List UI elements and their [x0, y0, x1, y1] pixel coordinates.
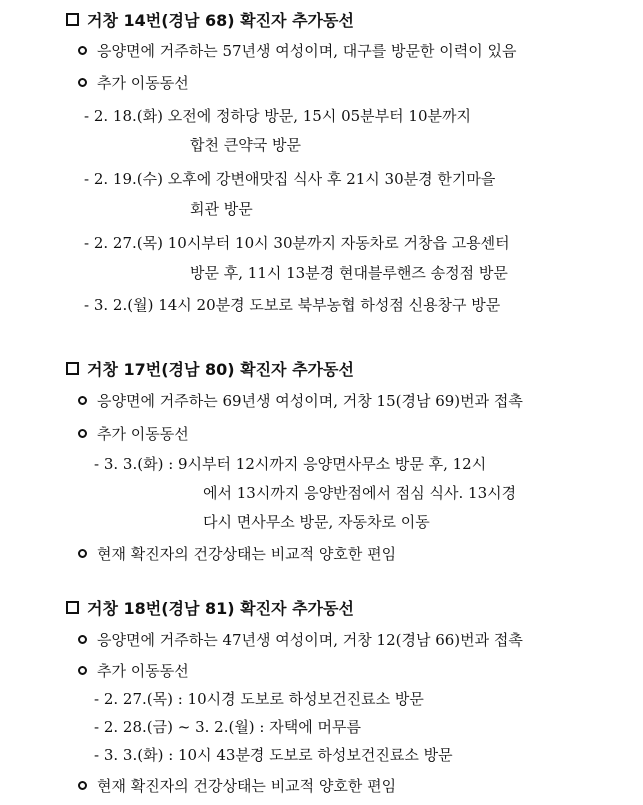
section-heading: [66, 596, 354, 619]
bullet-item: [78, 629, 523, 650]
movement-line: 합천 큰약국 방문: [190, 136, 301, 154]
bullet-text: 현재 확진자의 건강상태는 비교적 양호한 편임: [97, 545, 397, 563]
bullet-item: [78, 660, 189, 681]
movement-line: - 2. 27.(목) : 10시경 도보로 하성보건진료소 방문: [94, 690, 424, 708]
movement-line: 에서 13시까지 응양반점에서 점심 식사. 13시경: [203, 484, 517, 502]
circle-bullet-icon: [78, 635, 87, 644]
bullet-item: [78, 72, 189, 93]
movement-line: - 2. 19.(수) 오후에 강변애맛집 식사 후 21시 30분경 한기마을: [84, 170, 496, 188]
circle-bullet-icon: [78, 396, 87, 405]
bullet-text: 추가 이동동선: [97, 662, 189, 680]
circle-bullet-icon: [78, 46, 87, 55]
bullet-text: 추가 이동동선: [97, 425, 189, 443]
circle-bullet-icon: [78, 781, 87, 790]
bullet-item: [78, 775, 396, 796]
movement-line: - 2. 27.(목) 10시부터 10시 30분까지 자동차로 거창읍 고용센터: [84, 234, 510, 252]
movement-line: 방문 후, 11시 13분경 현대블루핸즈 송정점 방문: [190, 264, 508, 282]
movement-line: - 3. 3.(화) : 9시부터 12시까지 응양면사무소 방문 후, 12시: [94, 455, 487, 473]
bullet-text: 응양면에 거주하는 69년생 여성이며, 거창 15(경남 69)번과 접촉: [97, 392, 523, 410]
bullet-item: [78, 543, 396, 564]
bullet-item: [78, 423, 189, 444]
bullet-text: 응양면에 거주하는 47년생 여성이며, 거창 12(경남 66)번과 접촉: [97, 631, 523, 649]
checkbox-square-icon: [66, 601, 79, 614]
bullet-text: 추가 이동동선: [97, 74, 189, 92]
circle-bullet-icon: [78, 429, 87, 438]
section-heading-text: 거창 17번(경남 80) 확진자 추가동선: [87, 360, 354, 379]
movement-line: 회관 방문: [190, 200, 253, 218]
movement-line: - 3. 2.(월) 14시 20분경 도보로 북부농협 하성점 신용창구 방문: [84, 296, 501, 314]
circle-bullet-icon: [78, 78, 87, 87]
section-heading: [66, 357, 354, 380]
bullet-item: [78, 390, 523, 411]
checkbox-square-icon: [66, 362, 79, 375]
movement-line: - 2. 18.(화) 오전에 정하당 방문, 15시 05분부터 10분까지: [84, 107, 471, 125]
checkbox-square-icon: [66, 13, 79, 26]
bullet-text: 현재 확진자의 건강상태는 비교적 양호한 편임: [97, 777, 397, 795]
movement-line: - 2. 28.(금) ~ 3. 2.(월) : 자택에 머무름: [94, 718, 361, 736]
circle-bullet-icon: [78, 549, 87, 558]
section-heading-text: 거창 18번(경남 81) 확진자 추가동선: [87, 599, 354, 618]
movement-line: - 3. 3.(화) : 10시 43분경 도보로 하성보건진료소 방문: [94, 746, 453, 764]
movement-line: 다시 면사무소 방문, 자동차로 이동: [203, 513, 430, 531]
circle-bullet-icon: [78, 666, 87, 675]
bullet-text: 응양면에 거주하는 57년생 여성이며, 대구를 방문한 이력이 있음: [97, 42, 517, 60]
bullet-item: [78, 40, 516, 61]
section-heading: [66, 8, 354, 31]
section-heading-text: 거창 14번(경남 68) 확진자 추가동선: [87, 11, 354, 30]
